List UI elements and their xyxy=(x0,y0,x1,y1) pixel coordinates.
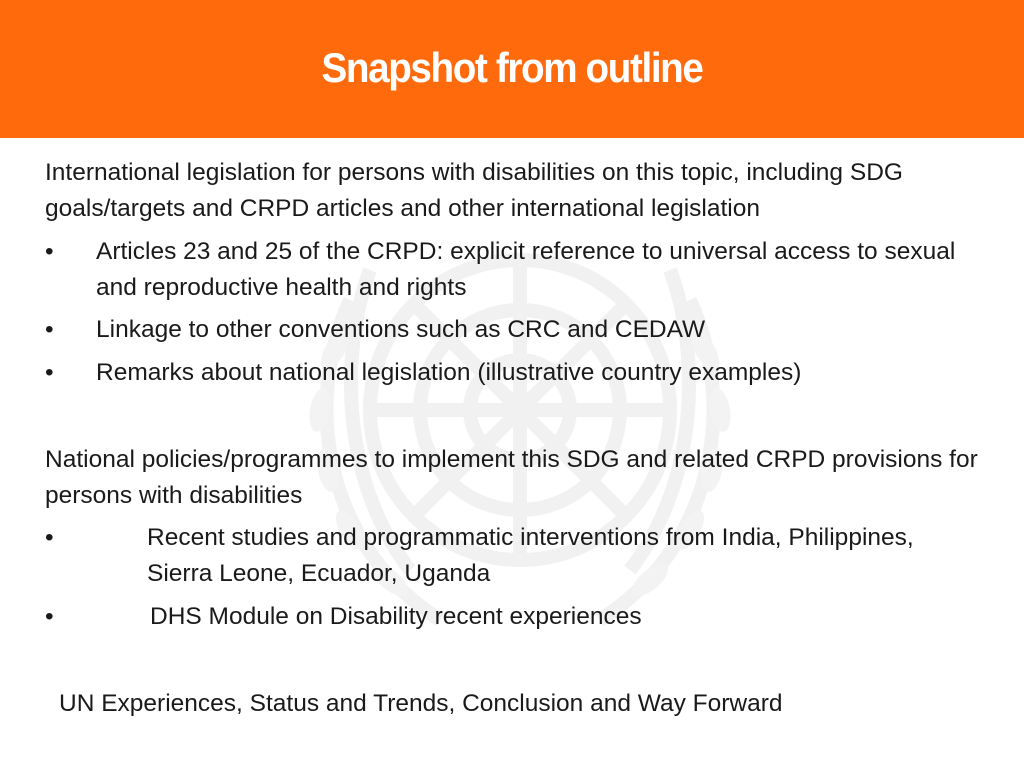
section2-intro: National policies/programmes to implement this SDG and related CRPD provisions for persons with disabilities xyxy=(45,446,978,509)
bullet-text: Articles 23 and 25 of the CRPD: explicit reference to universal access to sexual and reproductive health and rights xyxy=(96,238,956,301)
bullet-icon: • xyxy=(45,238,54,265)
section1-intro: International legislation for persons with disabilities on this topic, including SDG goals/targets and CRPD articles and other international legislation xyxy=(45,159,903,222)
bullet-icon: • xyxy=(45,524,54,551)
bullet-text: Remarks about national legislation (illustrative country examples) xyxy=(96,359,802,386)
bullet-icon: • xyxy=(45,603,54,630)
bullet-text: Recent studies and programmatic interventions from India, Philippines, Sierra Leone, Ecuador, Uganda xyxy=(147,524,914,587)
closing-line: UN Experiences, Status and Trends, Conclusion and Way Forward xyxy=(59,690,783,717)
bullet-icon: • xyxy=(45,359,54,386)
bullet-text: Linkage to other conventions such as CRC and CEDAW xyxy=(96,316,706,343)
slide-title: Snapshot from outline xyxy=(321,44,703,91)
bullet-text: DHS Module on Disability recent experiences xyxy=(150,603,642,630)
bullet-icon: • xyxy=(45,316,54,343)
